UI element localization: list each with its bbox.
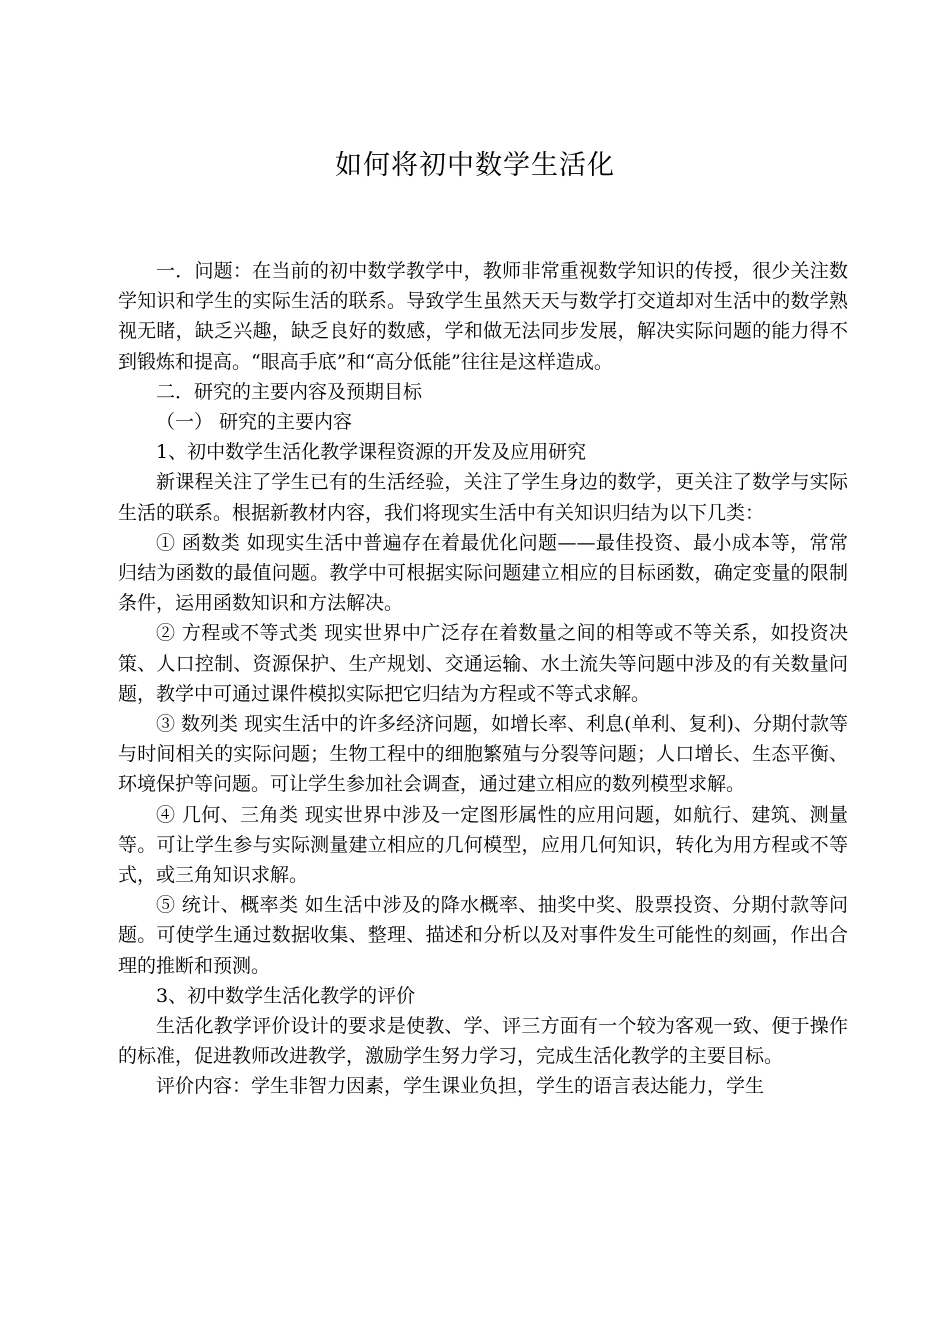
paragraph-evaluation-content: 评价内容：学生非智力因素，学生课业负担，学生的语言表达能力，学生 [156,1075,765,1098]
item-heading-resource-development: 1、初中数学生活化教学课程资源的开发及应用研究 [156,441,587,464]
subsection-heading-research-content: （一） 研究的主要内容 [156,411,353,434]
paragraph-equation-category: ② 方程或不等式类 现实世界中广泛存在着数量之间的相等或不等关系，如投资决策、人口控制、资源保护、生产规划、交通运输、水土流失等问题中涉及的有关数量问题，教学中可通过课件模拟实际把它归结为方程或不等式求解。 [118,622,848,705]
document-title: 如何将初中数学生活化 [335,150,615,181]
paragraph-evaluation-design: 生活化教学评价设计的要求是使教、学、评三方面有一个较为客观一致、便于操作的标准，促进教师改进教学，激励学生努力学习，完成生活化教学的主要目标。 [118,1015,848,1068]
document-body [118,256,848,1102]
paragraph-problem: 一．问题：在当前的初中数学教学中，教师非常重视数学知识的传授，很少关注数学知识和学生的实际生活的联系。导致学生虽然天天与数学打交道却对生活中的数学熟视无睹，缺乏兴趣，缺乏良好的数感，学和做无法同步发展，解决实际问题的能力得不到锻炼和提高。“眼高手底”和“高分低能”往往是这样造成。 [118,260,848,373]
paragraph-sequence-category: ③ 数列类 现实生活中的许多经济问题，如增长率、利息(单利、复利)、分期付款等与时间相关的实际问题；生物工程中的细胞繁殖与分裂等问题；人口增长、生态平衡、环境保护等问题。可让学生参加社会调查，通过建立相应的数列模型求解。 [118,713,848,796]
paragraph-statistics-category: ⑤ 统计、概率类 如生活中涉及的降水概率、抽奖中奖、股票投资、分期付款等问题。可使学生通过数据收集、整理、描述和分析以及对事件发生可能性的刻画，作出合理的推断和预测。 [118,894,848,977]
paragraph-geometry-category: ④ 几何、三角类 现实世界中涉及一定图形属性的应用问题，如航行、建筑、测量等。可让学生参与实际测量建立相应的几何模型，应用几何知识，转化为用方程或不等式，或三角知识求解。 [118,803,848,887]
section-heading-main-content: 二．研究的主要内容及预期目标 [156,380,423,403]
item-heading-evaluation: 3、初中数学生活化教学的评价 [156,984,416,1007]
paragraph-new-curriculum: 新课程关注了学生已有的生活经验，关注了学生身边的数学，更关注了数学与实际生活的联系。根据新教材内容，我们将现实生活中有关知识归结为以下几类： [118,471,848,524]
paragraph-function-category: ① 函数类 如现实生活中普遍存在着最优化问题——最佳投资、最小成本等，常常归结为函数的最值问题。教学中可根据实际问题建立相应的目标函数，确定变量的限制条件，运用函数知识和方法解决。 [118,531,848,615]
